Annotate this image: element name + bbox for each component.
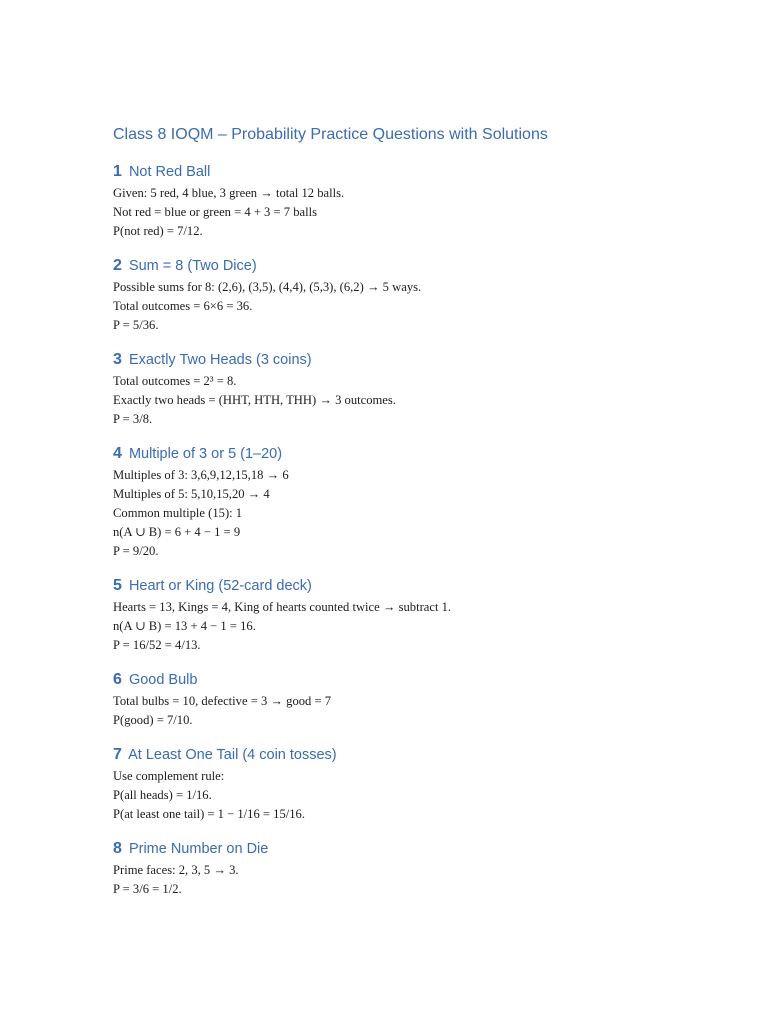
section-number: 7 <box>113 746 122 763</box>
solution-line: P(all heads) = 1/16. <box>113 788 212 802</box>
section-1 <box>113 162 713 241</box>
solution-line: Multiples of 3: 3,6,9,12,15,18 → 6 <box>113 468 289 482</box>
section-title: Exactly Two Heads (3 coins) <box>128 352 312 368</box>
solution-line: Total bulbs = 10, defective = 3 → good = 7 <box>113 694 332 708</box>
section-title: Good Bulb <box>128 672 198 688</box>
section-4 <box>113 444 713 561</box>
section-title: At Least One Tail (4 coin tosses) <box>128 747 337 763</box>
section-title: Heart or King (52-card deck) <box>128 578 312 594</box>
section-8 <box>113 839 713 899</box>
section-number: 3 <box>113 351 122 368</box>
section-number: 4 <box>113 445 122 462</box>
section-number: 8 <box>113 840 122 857</box>
section-5 <box>113 576 713 655</box>
solution-line: Use complement rule: <box>113 769 225 783</box>
section-6 <box>113 670 713 730</box>
solution-line: Exactly two heads = (HHT, HTH, THH) → 3 outcomes. <box>113 393 396 407</box>
section-7 <box>113 745 713 824</box>
solution-line: P = 3/8. <box>113 412 153 426</box>
section-heading <box>113 839 713 859</box>
solution-line: Hearts = 13, Kings = 4, King of hearts counted twice → subtract 1. <box>113 600 452 614</box>
section-title: Sum = 8 (Two Dice) <box>128 258 257 274</box>
solution-line: P(at least one tail) = 1 − 1/16 = 15/16. <box>113 807 305 821</box>
solution-line: Prime faces: 2, 3, 5 → 3. <box>113 863 239 877</box>
solution-line: Common multiple (15): 1 <box>113 506 243 520</box>
solution-line: Multiples of 5: 5,10,15,20 → 4 <box>113 487 270 501</box>
document-page <box>113 124 713 899</box>
solution-line: n(A ∪ B) = 13 + 4 − 1 = 16. <box>113 619 256 633</box>
solution-line: P = 16/52 = 4/13. <box>113 638 201 652</box>
section-number: 2 <box>113 257 122 274</box>
section-number: 5 <box>113 577 122 594</box>
page-title: Class 8 IOQM – Probability Practice Questions with Solutions <box>113 126 548 143</box>
solution-line: P(good) = 7/10. <box>113 713 193 727</box>
solution-line: P(not red) = 7/12. <box>113 224 203 238</box>
section-heading <box>113 745 713 765</box>
solution-line: Given: 5 red, 4 blue, 3 green → total 12 balls. <box>113 186 345 200</box>
section-heading <box>113 350 713 370</box>
solution-line: Possible sums for 8: (2,6), (3,5), (4,4), (5,3), (6,2) → 5 ways. <box>113 280 422 294</box>
section-heading <box>113 162 713 182</box>
section-number: 6 <box>113 671 122 688</box>
section-heading <box>113 444 713 464</box>
solution-line: Not red = blue or green = 4 + 3 = 7 balls <box>113 205 317 219</box>
solution-line: Total outcomes = 6×6 = 36. <box>113 299 253 313</box>
solution-line: P = 5/36. <box>113 318 159 332</box>
solution-line: n(A ∪ B) = 6 + 4 − 1 = 9 <box>113 525 241 539</box>
section-2 <box>113 256 713 335</box>
solution-line: P = 3/6 = 1/2. <box>113 882 182 896</box>
section-heading <box>113 670 713 690</box>
solution-line: P = 9/20. <box>113 544 159 558</box>
section-heading <box>113 576 713 596</box>
section-number: 1 <box>113 163 122 180</box>
section-heading <box>113 256 713 276</box>
section-title: Prime Number on Die <box>128 841 269 857</box>
section-3 <box>113 350 713 429</box>
section-title: Multiple of 3 or 5 (1–20) <box>128 446 283 462</box>
solution-line: Total outcomes = 2³ = 8. <box>113 374 237 388</box>
section-title: Not Red Ball <box>128 164 211 180</box>
